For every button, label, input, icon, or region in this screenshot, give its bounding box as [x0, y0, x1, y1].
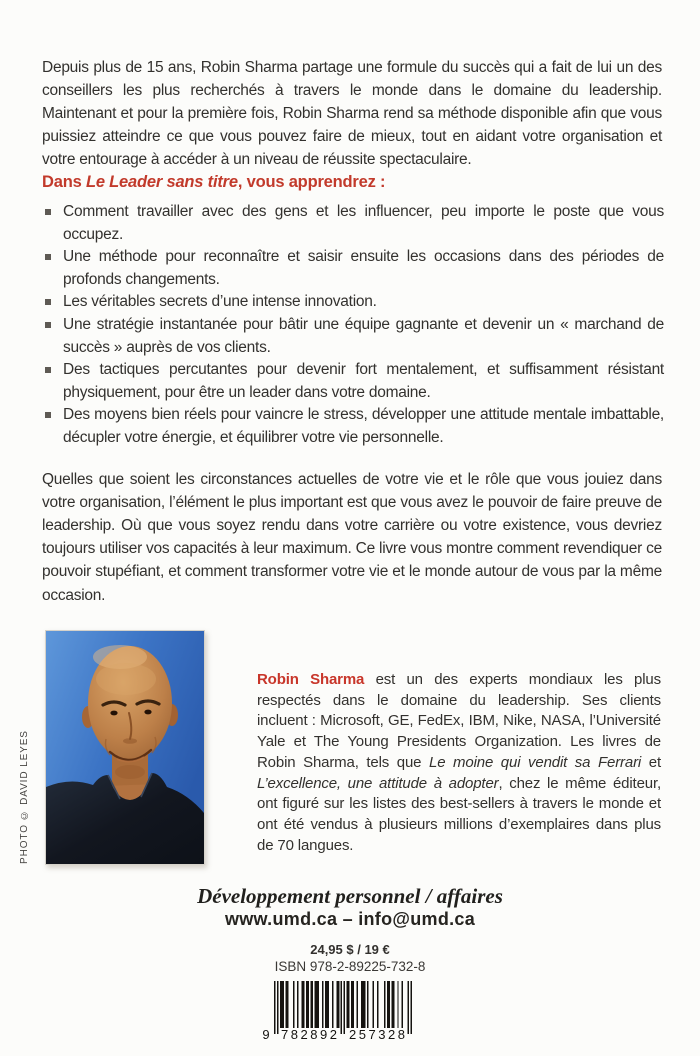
bullet-text: Une stratégie instantanée pour bâtir une équipe gagnante et devenir un « marchand de succès » auprès de vos clients.	[63, 315, 664, 356]
heading-book-title: Le Leader sans titre	[85, 173, 238, 191]
author-portrait-illustration	[46, 631, 204, 864]
barcode-left-digits: 782892	[281, 1027, 337, 1042]
bio-text-2: et	[641, 753, 661, 771]
bio-book-title-1: Le moine qui vendit sa Ferrari	[429, 753, 642, 771]
bio-book-title-2: L’excellence, une attitude à adopter	[257, 774, 499, 792]
bio-text-1: est un des experts mondiaux les plus respectés dans le domaine du leadership. Ses clients incluent : Microsoft, GE, FedEx, IBM, Nike, NASA, l’Université Yale et The Young Presidents Organization. Les livres de Robin Sharma, tels que	[257, 671, 661, 771]
bullet-square-icon	[45, 209, 51, 215]
photo-credit: PHOTO © DAVID LEYES	[19, 730, 30, 864]
barcode-right-digits: 257328	[349, 1027, 405, 1042]
author-bio	[257, 670, 661, 856]
bullet-square-icon	[45, 367, 51, 373]
barcode-first-digit: 9	[262, 1027, 270, 1042]
bio-text-3: , chez le même éditeur, ont figuré sur les listes des best-sellers à travers le monde et ont été vendus à plusieurs millions d’exemplaires dans plus de 70 langues.	[257, 774, 661, 854]
bullet-item	[42, 404, 664, 449]
bullet-text: Des tactiques percutantes pour devenir fort mentalement, et suffisamment résistant physiquement, pour être un leader dans votre domaine.	[63, 361, 664, 401]
website-email-line: www.umd.ca – info@umd.ca	[224, 909, 476, 929]
author-name: Robin Sharma	[257, 671, 365, 688]
heading-suffix: , vous apprendrez :	[237, 173, 386, 191]
bullet-text: Les véritables secrets d’une intense innovation.	[63, 293, 377, 311]
barcode-image	[261, 981, 413, 1042]
bullet-list	[42, 201, 664, 450]
bullet-square-icon	[45, 322, 51, 328]
closing-paragraph: Quelles que soient les circonstances actuelles de votre vie et le rôle que vous jouiez dans votre organisation, l’élément le plus important est que vous avez le pouvoir de faire preuve de leadership. Où que vous soyez rendu dans votre carrière ou votre existence, vous devriez toujours utiliser vos capacités à leur maximum. Ce livre vous montre comment revendiquer ce pouvoir stupéfiant, et comment transformer votre vie et le monde autour de vous par la même occasion.	[42, 470, 662, 604]
bullet-item	[42, 314, 664, 359]
section-heading	[42, 173, 662, 192]
bullet-text: Comment travailler avec des gens et les influencer, peu importe le poste que vous occupez.	[63, 203, 664, 243]
bullet-item	[42, 291, 664, 314]
intro-paragraph: Depuis plus de 15 ans, Robin Sharma partage une formule du succès qui a fait de lui un des conseillers les plus recherchés à travers le monde dans le domaine du leadership. Maintenant et pour la première fois, Robin Sharma rend sa méthode disponible afin que vous puissiez atteindre ce que vous pouvez faire de mieux, tout en aidant votre organisation et votre entourage à accéder à un niveau de réussite spectaculaire.	[42, 58, 662, 169]
bullet-square-icon	[45, 299, 51, 305]
category-label: Développement personnel / affaires	[197, 884, 503, 908]
bullet-square-icon	[45, 412, 51, 418]
heading-prefix: Dans	[42, 173, 86, 191]
bullet-item	[42, 359, 664, 404]
bullet-item	[42, 201, 664, 246]
price-label: 24,95 $ / 19 €	[310, 942, 390, 957]
barcode	[261, 981, 413, 1047]
bullet-item	[42, 246, 664, 291]
author-photo	[45, 630, 205, 865]
isbn-label: ISBN 978-2-89225-732-8	[274, 959, 426, 974]
bullet-text: Des moyens bien réels pour vaincre le stress, développer une attitude mentale imbattable, décupler votre énergie, et équilibrer votre vie personnelle.	[63, 406, 664, 446]
bullet-text: Une méthode pour reconnaître et saisir ensuite les occasions dans des périodes de profonds changements.	[63, 248, 664, 288]
bullet-square-icon	[45, 254, 51, 260]
